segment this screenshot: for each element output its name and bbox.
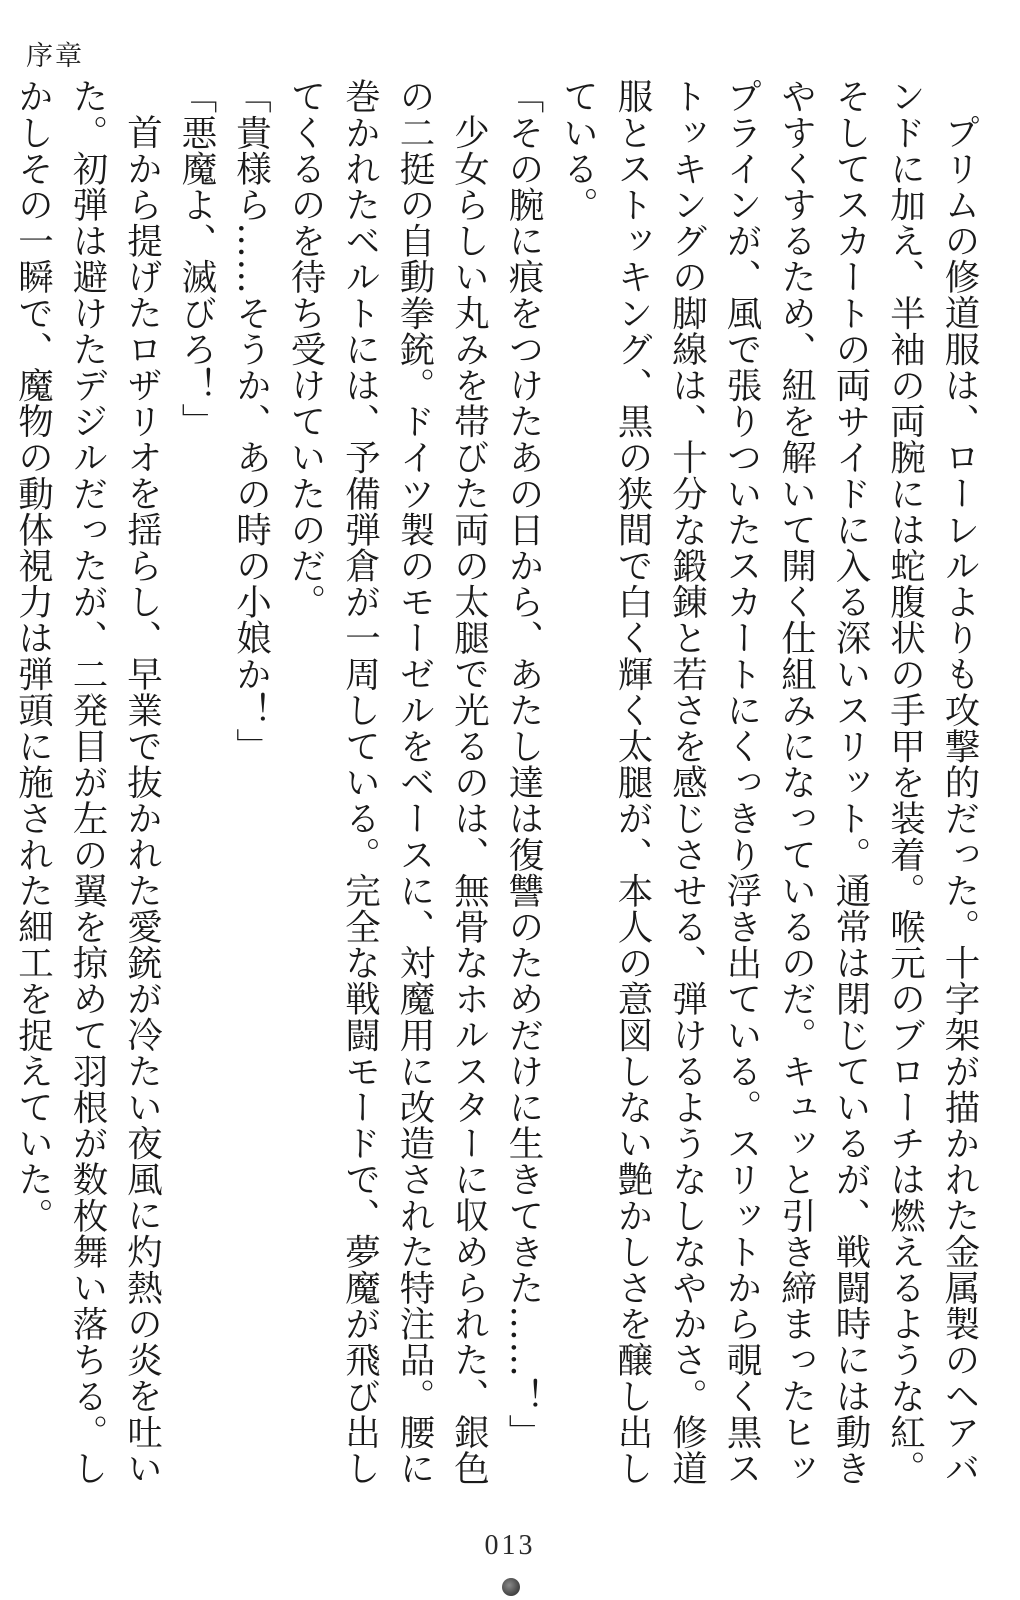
paragraph-5-dialogue: 「悪魔よ、滅びろ！」 (176, 78, 217, 439)
paragraph-4-dialogue: 「貴様ら……そうか、あの時の小娘か！」 (230, 78, 272, 764)
paragraph-6: 首から提げたロザリオを揺らし、早業で抜かれた愛銃が冷たい夜風に灼熱の炎を吐いた。初弾は避けたデジルだったが、二発目が左の翼を掠めて羽根が数枚舞い落ちる。しかしその一瞬で、魔物の動体視力は弾頭に施された細工を捉えていた。 (12, 78, 163, 1486)
paragraph-1: プリムの修道服は、ローレルよりも攻撃的だった。十字架が描かれた金属製のヘアバンドに加え、半袖の両腕には蛇腹状の手甲を装着。喉元のブローチは燃えるような紅。そしてスカートの両サイドに入る深いスリット。通常は閉じているが、戦闘時には動きやすくするため、紐を解いて開く仕組みになっているのだ。キュッと引き締まったヒップラインが、風で張りついたスカートにくっきり浮き出ている。スリットから覗く黒ストッキングの脚線は、十分な鍛錬と若さを感じさせる、弾けるようなしなやかさ。修道服とストッキング、黒の狭間で白く輝く太腿が、本人の意図しない艶かしさを醸し出している。 (557, 78, 980, 1486)
page-number: 013 (484, 1530, 536, 1561)
paragraph-2-dialogue: 「その腕に痕をつけたあの日から、あたし達は復讐のためだけに生きてきた……！」 (503, 78, 544, 1450)
page-marker-dot-icon (502, 1578, 520, 1596)
paragraph-7-dialogue (0, 78, 5, 1518)
paragraph-3: 少女らしい丸みを帯びた両の太腿で光るのは、無骨なホルスターに収められた、銀色の二挺の自動拳銃。ドイツ製のモーゼルをベースに、対魔用に改造された特注品。腰に巻かれたベルトには、予備弾倉が一周している。完全な戦闘モードで、夢魔が飛び出してくるのを待ち受けていたのだ。 (285, 78, 490, 1486)
vertical-body-text (12, 78, 986, 1518)
chapter-title: 序章 (26, 41, 84, 72)
